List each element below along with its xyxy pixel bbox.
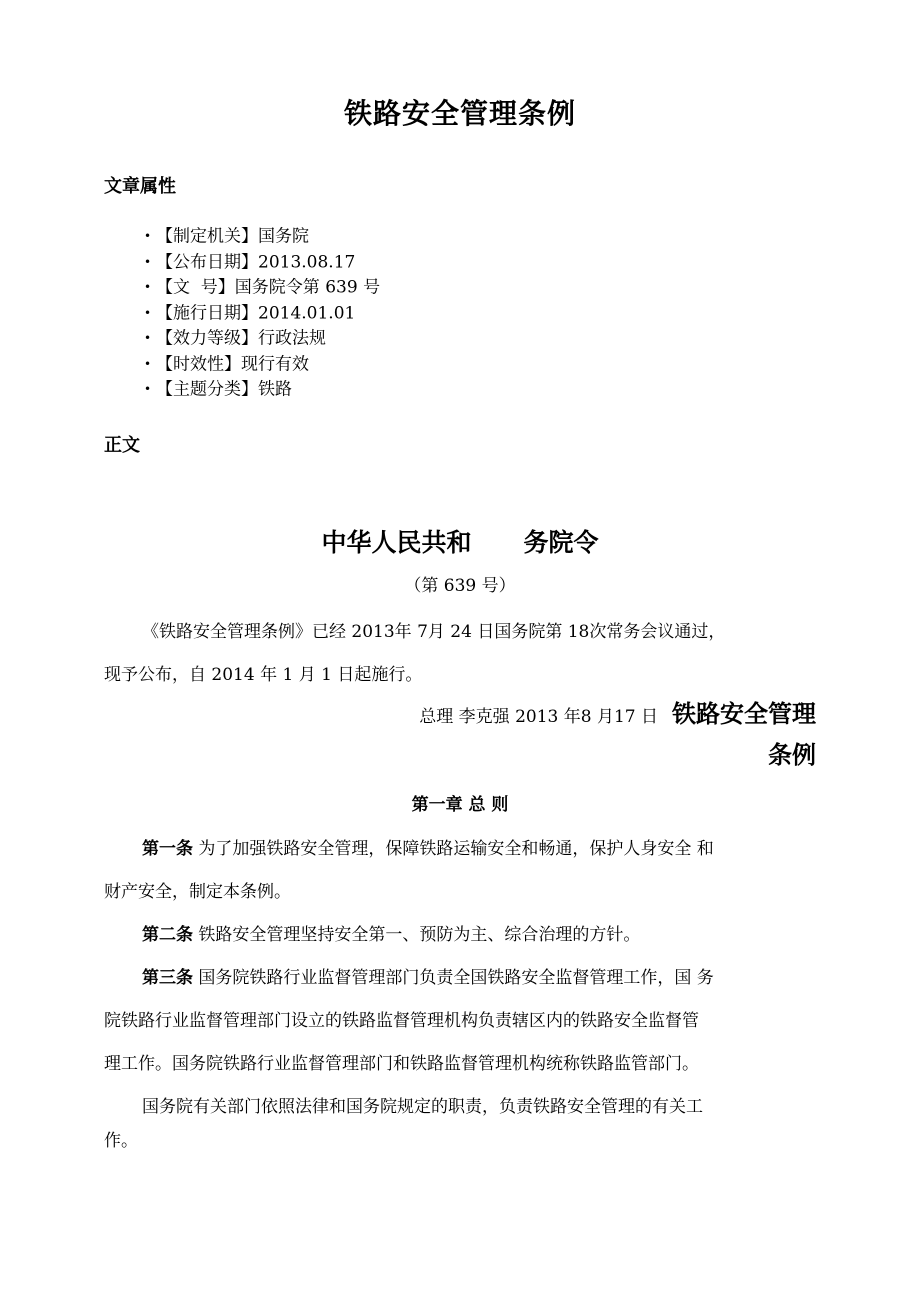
article-1-line-2: 财产安全，制定本条例。 xyxy=(104,882,291,902)
bullet-icon: • xyxy=(144,356,152,371)
article-1-line-1: 第一条 为了加强铁路安全管理，保障铁路运输安全和畅通，保护人身安全 和 xyxy=(142,839,714,859)
document-title: 铁路安全管理条例 xyxy=(343,97,576,130)
bullet-icon: • xyxy=(144,382,152,396)
attribute-item-issuing-authority: • 【制定机关】国务院 xyxy=(144,224,380,250)
article-3-line-1: 第三条 国务院铁路行业监督管理部门负责全国铁路安全监督管理工作，国 务 xyxy=(142,968,714,988)
signature-tail-title: 铁路安全管理 xyxy=(672,700,816,728)
attribute-item-publish-date: • 【公布日期】2013.08.17 xyxy=(144,250,380,276)
bullet-icon: • xyxy=(144,229,152,243)
attribute-item-legal-level: • 【效力等级】行政法规 xyxy=(144,326,380,352)
signature-tail-title-continued: 条例 xyxy=(768,741,816,769)
bullet-icon: • xyxy=(144,254,152,269)
attributes-heading: 文章属性 xyxy=(104,176,176,197)
decree-number: （第 639 号） xyxy=(404,576,516,596)
body-heading: 正文 xyxy=(104,435,140,456)
attribute-item-validity: • 【时效性】现行有效 xyxy=(144,352,380,378)
attribute-list xyxy=(144,224,380,403)
decree-title: 中华人民共和 务院令 xyxy=(321,528,599,557)
article-label: 第二条 xyxy=(142,925,193,945)
bullet-icon: • xyxy=(144,305,152,320)
bullet-icon: • xyxy=(144,280,152,294)
decree-intro-line-2: 现予公布，自 2014 年 1 月 1 日起施行。 xyxy=(104,665,423,685)
attribute-item-effective-date: • 【施行日期】2014.01.01 xyxy=(144,301,380,327)
decree-signature: 总理 李克强 2013 年8 月17 日 xyxy=(419,707,658,727)
bullet-icon: • xyxy=(144,331,152,345)
article-label: 第三条 xyxy=(142,968,193,988)
decree-intro-line-1: 《铁路安全管理条例》已经 2013年 7月 24 日国务院第 18次常务会议通过， xyxy=(142,622,726,642)
chapter-title: 第一章 总 则 xyxy=(411,795,509,815)
article-label: 第一条 xyxy=(142,839,193,859)
article-3-para-2-line-1: 国务院有关部门依照法律和国务院规定的职责，负责铁路安全管理的有关工 xyxy=(142,1097,703,1117)
attribute-item-category: • 【主题分类】铁路 xyxy=(144,377,380,403)
article-3-line-3: 理工作。国务院铁路行业监督管理部门和铁路监督管理机构统称铁路监管部门。 xyxy=(104,1054,699,1074)
article-3-para-2-line-2: 作。 xyxy=(104,1131,138,1151)
article-2-line-1: 第二条 铁路安全管理坚持安全第一、预防为主、综合治理的方针。 xyxy=(142,925,641,945)
article-3-line-2: 院铁路行业监督管理部门设立的铁路监督管理机构负责辖区内的铁路安全监督管 xyxy=(104,1011,699,1031)
attribute-item-document-number: • 【文 号】国务院令第 639 号 xyxy=(144,275,380,301)
